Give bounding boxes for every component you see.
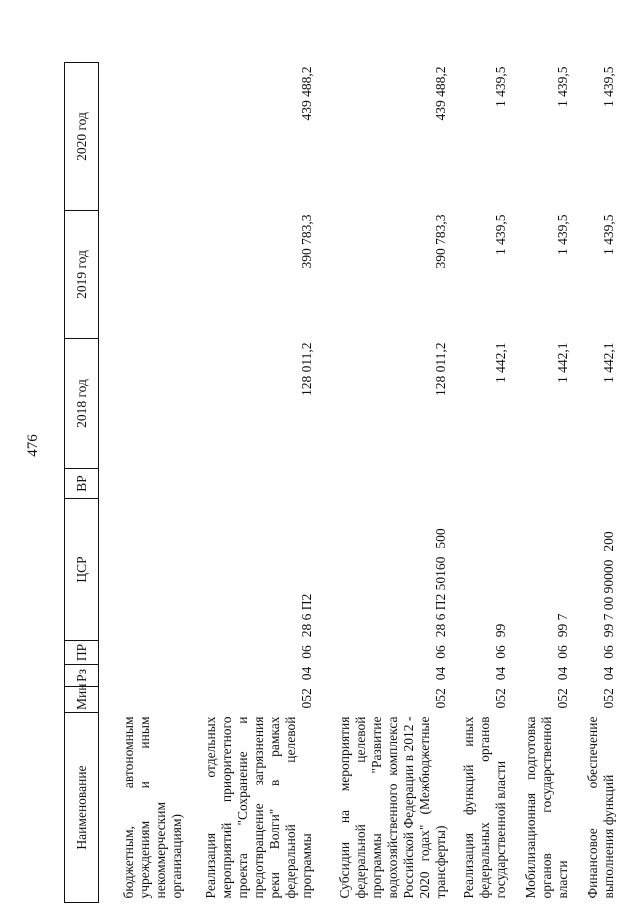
row-name: Реализация функций иных федеральных органов государственной власти (460, 716, 508, 899)
row-vr: 500 (432, 528, 448, 549)
row-2020: 439 488,2 (298, 66, 314, 121)
table-row (187, 63, 317, 903)
row-2020: 1 439,5 (554, 66, 570, 107)
budget-table-rotated (64, 63, 616, 903)
header-name: Наименование (65, 713, 99, 903)
row-rz: 04 (492, 666, 508, 681)
row-vr: 200 (600, 531, 616, 552)
header-pr: ПР (65, 641, 99, 665)
row-2018: 1 442,1 (600, 342, 616, 383)
row-min: 052 (432, 688, 448, 709)
row-2018: 1 442,1 (554, 342, 570, 383)
row-rz: 04 (554, 666, 570, 681)
row-min: 052 (492, 688, 508, 709)
row-min: 052 (554, 688, 570, 709)
row-name: Реализация отдельных мероприятий приоритетного проекта "Сохранение и предотвращение загрязнения реки Волги" в рамках федеральной целевой программы (203, 716, 314, 899)
header-min: Мин (65, 687, 99, 713)
header-2020: 2020 год (65, 63, 99, 211)
row-codes (99, 469, 187, 713)
row-2019: 1 439,5 (492, 214, 508, 255)
row-2020: 1 439,5 (600, 66, 616, 107)
row-2018: 128 011,2 (432, 342, 448, 396)
row-codes (451, 469, 511, 713)
table-row (573, 63, 619, 903)
row-name: Мобилизационная подготовка органов государственной власти (522, 716, 570, 899)
row-rz: 04 (432, 666, 448, 681)
row-codes (187, 469, 317, 713)
row-pr: 06 (600, 645, 616, 659)
header-rz: Рз (65, 665, 99, 687)
row-2018: 128 011,2 (298, 342, 314, 396)
header-2018: 2018 год (65, 339, 99, 469)
row-csr: 28 6 П2 (298, 593, 314, 638)
row-csr: 99 (492, 623, 508, 638)
row-codes (573, 469, 619, 713)
table-row (99, 63, 187, 903)
page-number: 476 (24, 434, 41, 457)
table-row (451, 63, 511, 903)
header-2019: 2019 год (65, 211, 99, 339)
budget-table (64, 62, 619, 903)
table-header-row (65, 63, 99, 903)
header-vr: ВР (65, 469, 99, 499)
row-codes (317, 469, 451, 713)
row-min: 052 (298, 688, 314, 709)
row-pr: 06 (554, 645, 570, 659)
row-2018: 1 442,1 (492, 342, 508, 383)
row-name: Субсидии на мероприятия федеральной целевой программы "Развитие водохозяйственного комплекса Российской Федерации в 2012 - 2020 годах" (Межбюджетные трансферты) (337, 716, 448, 899)
row-csr: 28 6 П2 50160 (432, 556, 448, 638)
row-2020: 439 488,2 (432, 66, 448, 121)
row-2020 (99, 63, 187, 211)
row-2018 (99, 339, 187, 469)
row-codes (511, 469, 573, 713)
row-name: бюджетным, автономным учреждениям и иным некоммерческим организациям) (120, 716, 184, 899)
row-rz: 04 (298, 666, 314, 681)
row-2019: 390 783,3 (298, 214, 314, 269)
row-pr: 06 (298, 645, 314, 659)
row-csr: 99 7 (554, 613, 570, 638)
row-2019: 390 783,3 (432, 214, 448, 269)
header-csr: ЦСР (65, 499, 99, 641)
table-row (511, 63, 573, 903)
row-rz: 04 (600, 666, 616, 681)
row-2019: 1 439,5 (600, 214, 616, 255)
row-2019 (99, 211, 187, 339)
row-min: 052 (600, 688, 616, 709)
table-row (317, 63, 451, 903)
row-2020: 1 439,5 (492, 66, 508, 107)
row-2019: 1 439,5 (554, 214, 570, 255)
row-pr: 06 (432, 645, 448, 659)
row-pr: 06 (492, 645, 508, 659)
row-name: Финансовое обеспечение выполнения функций (584, 716, 616, 899)
row-csr: 99 7 00 90000 (600, 559, 616, 638)
